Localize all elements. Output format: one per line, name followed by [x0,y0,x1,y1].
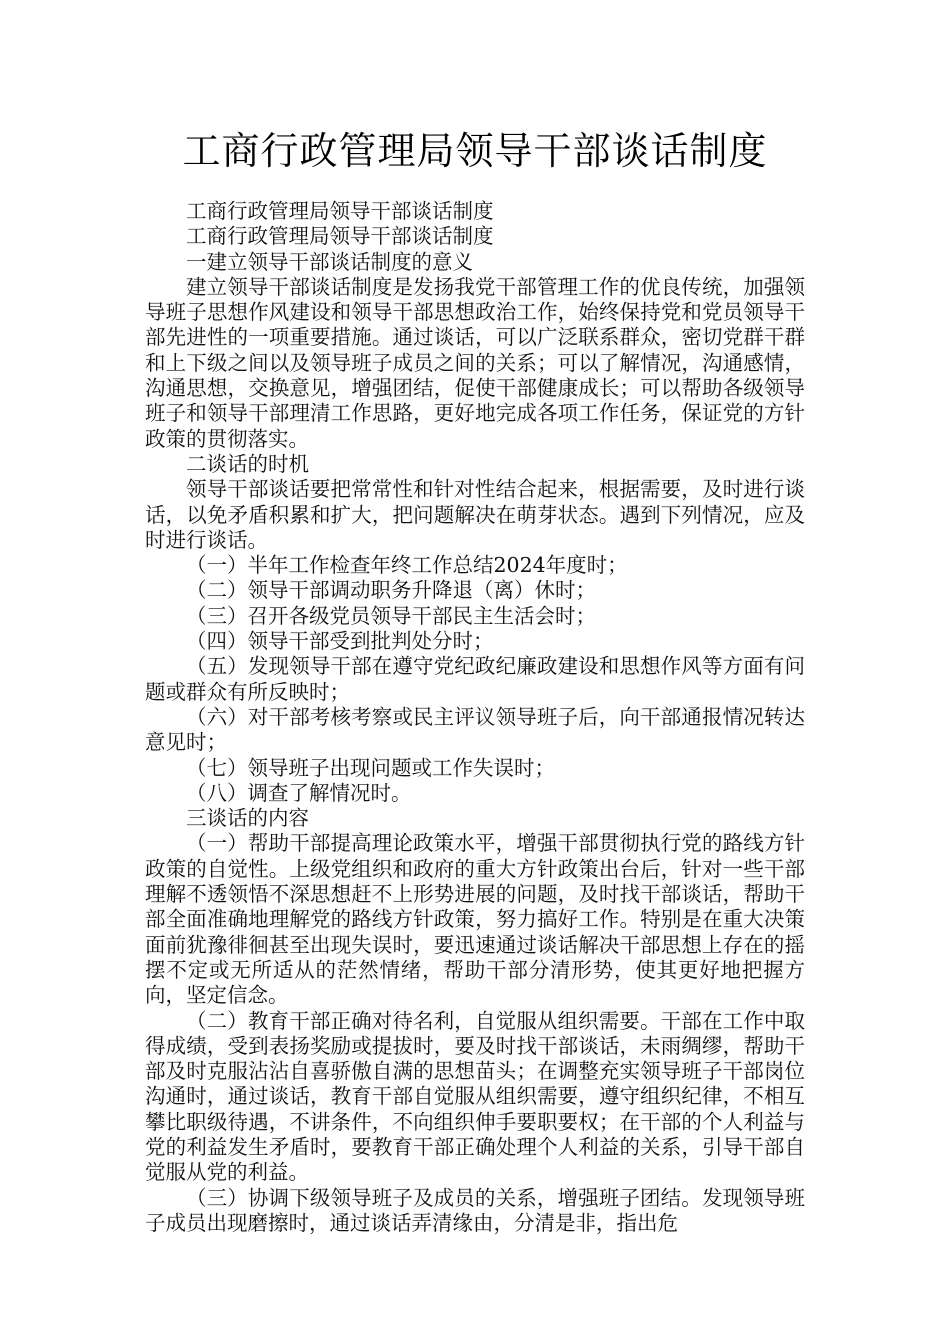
paragraph-repeat-title-2: 工商行政管理局领导干部谈话制度 [186,224,494,249]
paragraph-content-3: （三）协调下级领导班子及成员的关系，增强班子团结。发现领导班子成员出现磨擦时，通过谈话弄清缘由，分清是非，指出危 [145,1185,805,1235]
section-heading-significance: 一建立领导干部谈话制度的意义 [186,249,473,274]
section-heading-content: 三谈话的内容 [186,806,309,831]
document-title: 工商行政管理局领导干部谈话制度 [182,129,768,173]
paragraph-content-2: （二）教育干部正确对待名利，自觉服从组织需要。干部在工作中取得成绩，受到表扬奖励或提拔时，要及时找干部谈话，未雨绸缪，帮助干部及时克服沾沾自喜骄傲自满的思想苗头；在调整充实领导班子干部岗位沟通时，通过谈话，教育干部自觉服从组织需要，遵守组织纪律，不相互攀比职级待遇，不讲条件，不向组织伸手要职要权；在干部的个人利益与党的利益发生矛盾时，要教育干部正确处理个人利益的关系，引导干部自觉服从党的利益。 [145,1008,805,1185]
list-item-timing-5: （五）发现领导干部在遵守党纪政纪廉政建设和思想作风等方面有问题或群众有所反映时； [145,654,805,704]
paragraph-content-1: （一）帮助干部提高理论政策水平，增强干部贯彻执行党的路线方针政策的自觉性。上级党组织和政府的重大方针政策出台后，针对一些干部理解不透领悟不深思想赶不上形势进展的问题，及时找干部谈话，帮助干部全面准确地理解党的路线方针政策，努力搞好工作。特别是在重大决策面前犹豫徘徊甚至出现失误时，要迅速通过谈话解决干部思想上存在的摇摆不定或无所适从的茫然情绪，帮助干部分清形势，使其更好地把握方向，坚定信念。 [145,831,805,1008]
paragraph-repeat-title-1: 工商行政管理局领导干部谈话制度 [186,199,494,223]
paragraph-timing-intro: 领导干部谈话要把常常性和针对性结合起来，根据需要，及时进行谈话，以免矛盾积累和扩大，把问题解决在萌芽状态。遇到下列情况，应及时进行谈话。 [145,477,805,552]
document-body [145,199,805,1236]
list-item-timing-8: （八）调查了解情况时。 [186,780,412,805]
section-heading-timing: 二谈话的时机 [186,451,309,476]
paragraph-significance: 建立领导干部谈话制度是发扬我党干部管理工作的优良传统，加强领导班子思想作风建设和领导干部思想政治工作，始终保持党和党员领导干部先进性的一项重要措施。通过谈话，可以广泛联系群众，密切党群干群和上下级之间以及领导班子成员之间的关系；可以了解情况，沟通感情，沟通思想，交换意见，增强团结，促使干部健康成长；可以帮助各级领导班子和领导干部理清工作思路，更好地完成各项工作任务，保证党的方针政策的贯彻落实。 [145,274,805,451]
list-item-timing-1: （一）半年工作检查年终工作总结2024年度时； [186,553,628,578]
list-item-timing-2: （二）领导干部调动职务升降退（离）休时； [186,578,596,603]
list-item-timing-3: （三）召开各级党员领导干部民主生活会时； [186,603,596,628]
list-item-timing-7: （七）领导班子出现问题或工作失误时； [186,755,555,780]
list-item-timing-6: （六）对干部考核考察或民主评议领导班子后，向干部通报情况转达意见时； [145,704,805,755]
list-item-timing-4: （四）领导干部受到批判处分时； [186,629,494,654]
